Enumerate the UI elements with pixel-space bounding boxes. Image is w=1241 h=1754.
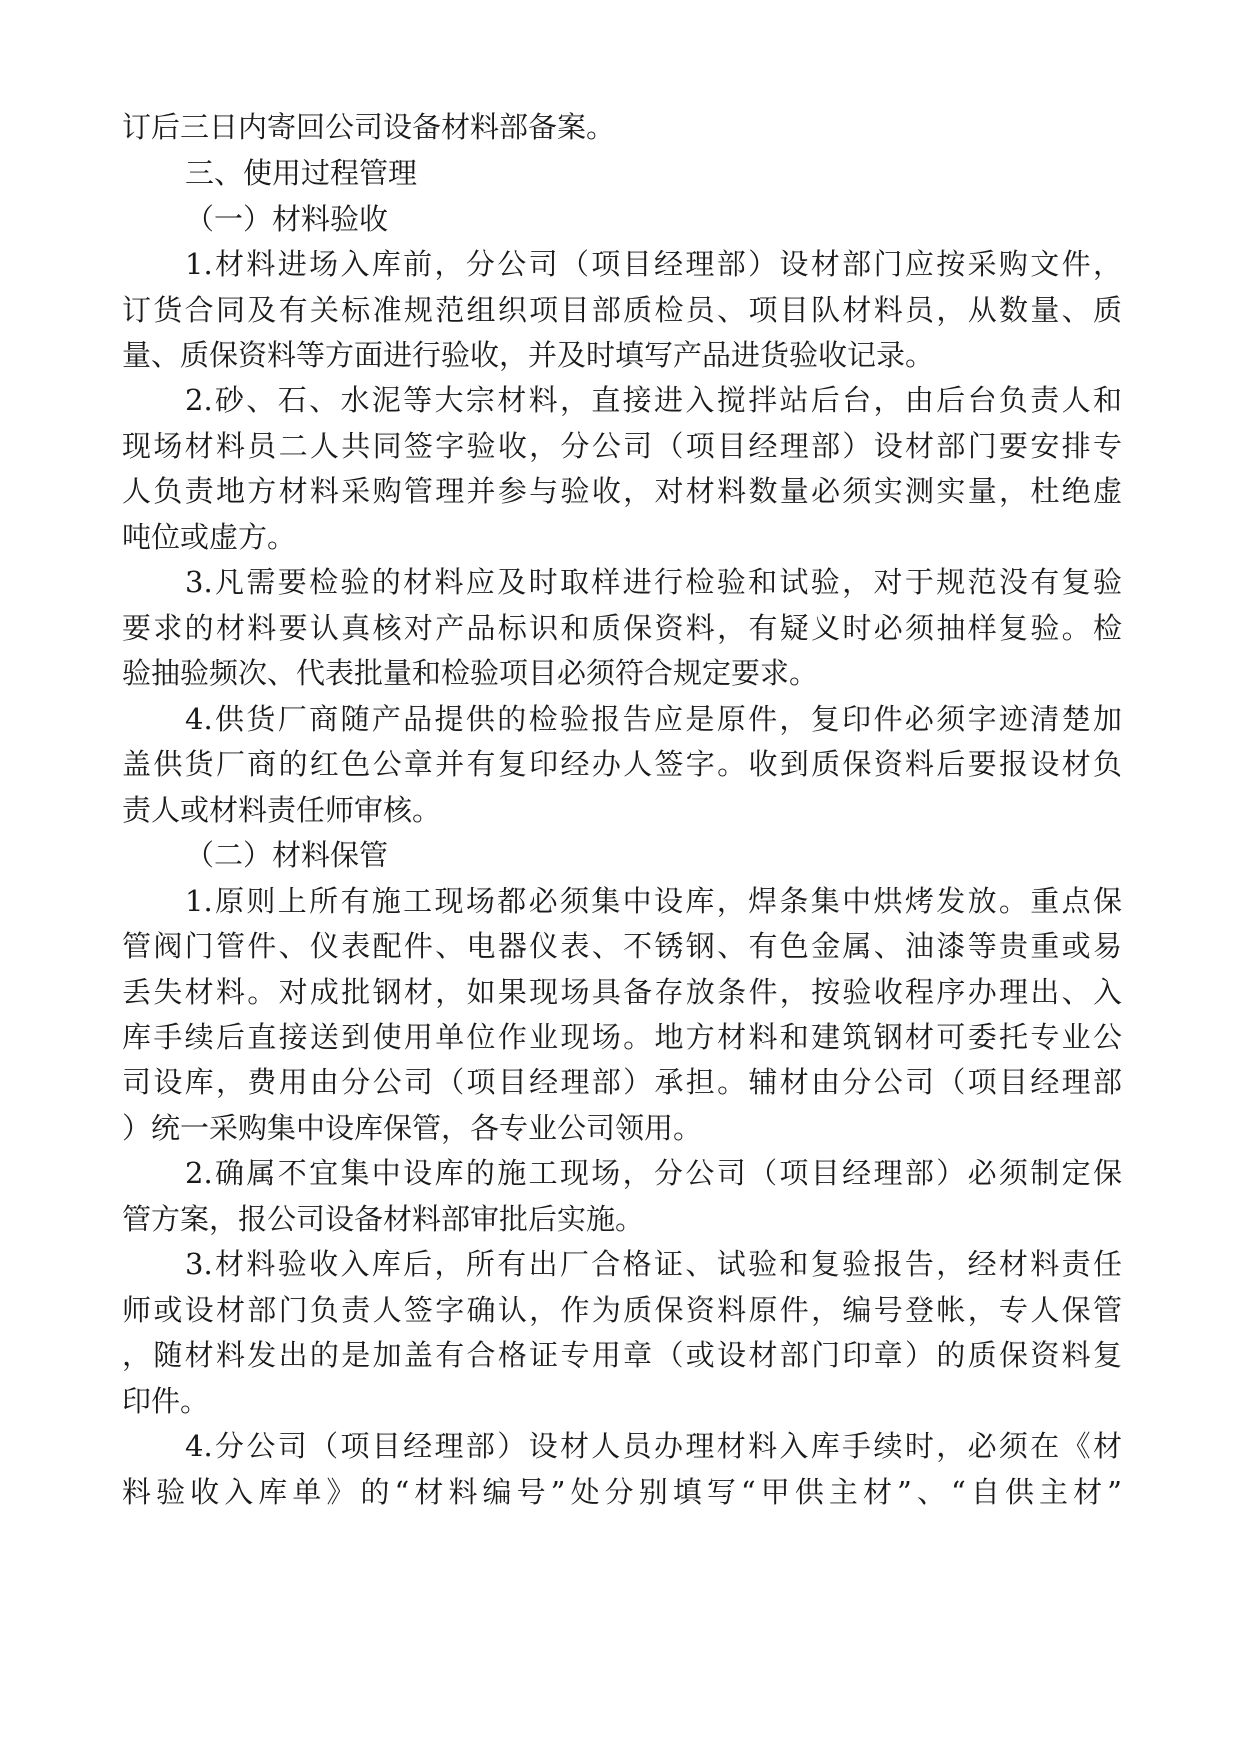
text-line-18: 1.原则上所有施工现场都必须集中设库，焊条集中烘烤发放。重点保 <box>185 884 1122 918</box>
text-line-30: 4.分公司（项目经理部）设材人员办理材料入库手续时，必须在《材 <box>185 1429 1122 1463</box>
subsection-heading-1: （一）材料验收 <box>185 202 389 236</box>
text-line-25: 管方案，报公司设备材料部审批后实施。 <box>122 1202 645 1236</box>
text-line-6: 量、质保资料等方面进行验收，并及时填写产品进货验收记录。 <box>122 338 935 372</box>
section-heading-3: 三、使用过程管理 <box>185 156 418 190</box>
text-line-14: 4.供货厂商随产品提供的检验报告应是原件，复印件必须字迹清楚加 <box>185 702 1122 736</box>
text-line-20: 丢失材料。对成批钢材，如果现场具备存放条件，按验收程序办理出、入 <box>122 975 1122 1009</box>
text-line-7: 2.砂、石、水泥等大宗材料，直接进入搅拌站后台，由后台负责人和 <box>185 383 1122 417</box>
text-line-1: 订后三日内寄回公司设备材料部备案。 <box>122 110 616 144</box>
text-line-22: 司设库，费用由分公司（项目经理部）承担。辅材由分公司（项目经理部 <box>122 1065 1122 1099</box>
text-line-8: 现场材料员二人共同签字验收，分公司（项目经理部）设材部门要安排专 <box>122 429 1122 463</box>
text-line-16: 责人或材料责任师审核。 <box>122 793 442 827</box>
text-line-29: 印件。 <box>122 1384 210 1418</box>
text-line-24: 2.确属不宜集中设库的施工现场，分公司（项目经理部）必须制定保 <box>185 1156 1122 1190</box>
text-line-12: 要求的材料要认真核对产品标识和质保资料，有疑义时必须抽样复验。检 <box>122 611 1122 645</box>
text-line-10: 吨位或虚方。 <box>122 520 297 554</box>
text-line-15: 盖供货厂商的红色公章并有复印经办人签字。收到质保资料后要报设材负 <box>122 747 1122 781</box>
text-line-5: 订货合同及有关标准规范组织项目部质检员、项目队材料员，从数量、质 <box>122 293 1122 327</box>
text-line-28: ，随材料发出的是加盖有合格证专用章（或设材部门印章）的质保资料复 <box>122 1338 1122 1372</box>
text-line-19: 管阀门管件、仪表配件、电器仪表、不锈钢、有色金属、油漆等贵重或易 <box>122 929 1122 963</box>
text-line-9: 人负责地方材料采购管理并参与验收，对材料数量必须实测实量，杜绝虚 <box>122 474 1122 508</box>
text-line-4: 1.材料进场入库前，分公司（项目经理部）设材部门应按采购文件， <box>185 247 1122 281</box>
subsection-heading-2: （二）材料保管 <box>185 838 389 872</box>
text-line-21: 库手续后直接送到使用单位作业现场。地方材料和建筑钢材可委托专业公 <box>122 1020 1122 1054</box>
text-line-23: ）统一采购集中设库保管，各专业公司领用。 <box>122 1111 703 1145</box>
text-line-31: 料验收入库单》的“材料编号”处分别填写“甲供主材”、“自供主材” <box>122 1475 1122 1509</box>
text-line-11: 3.凡需要检验的材料应及时取样进行检验和试验，对于规范没有复验 <box>185 565 1122 599</box>
text-line-13: 验抽验频次、代表批量和检验项目必须符合规定要求。 <box>122 656 819 690</box>
text-line-27: 师或设材部门负责人签字确认，作为质保资料原件，编号登帐，专人保管 <box>122 1293 1122 1327</box>
text-line-26: 3.材料验收入库后，所有出厂合格证、试验和复验报告，经材料责任 <box>185 1247 1122 1281</box>
